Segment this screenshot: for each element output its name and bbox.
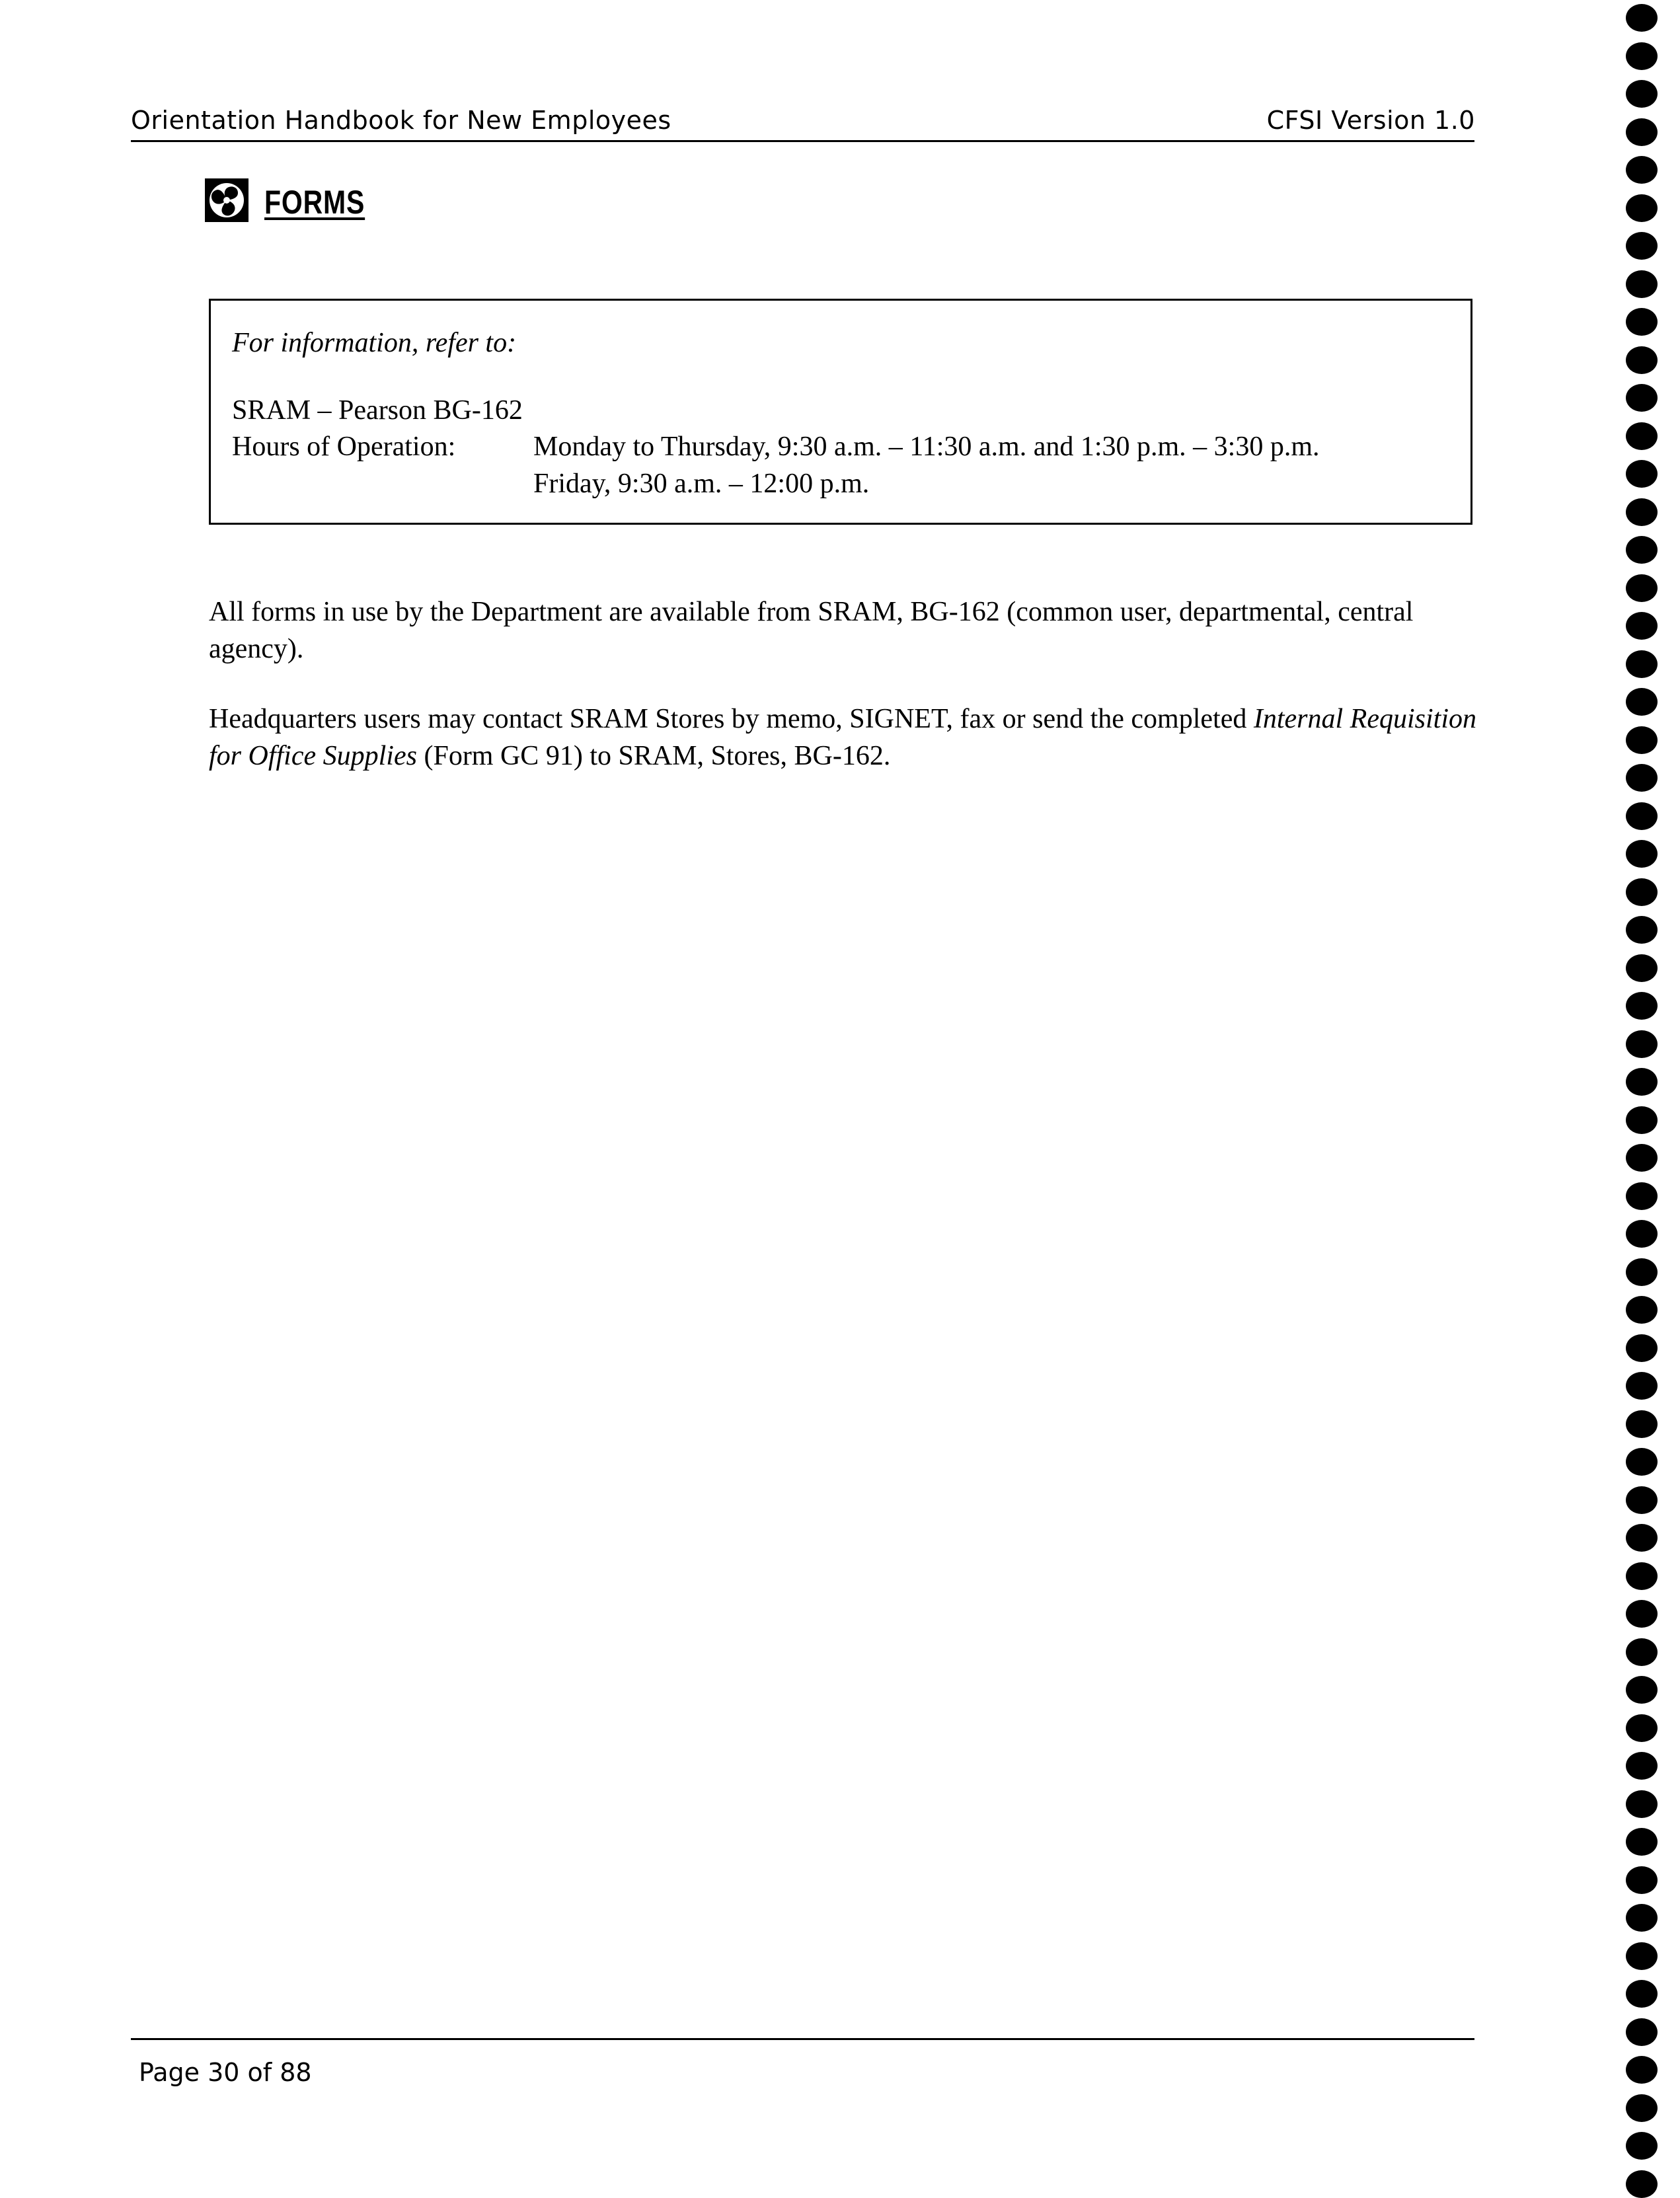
binding-hole bbox=[1626, 878, 1658, 906]
binding-hole bbox=[1626, 536, 1658, 564]
binding-hole bbox=[1626, 726, 1658, 754]
section-heading bbox=[205, 178, 387, 225]
binding-hole bbox=[1626, 42, 1658, 70]
hours-friday: Friday, 9:30 a.m. – 12:00 p.m. bbox=[533, 469, 870, 499]
binding-hole bbox=[1626, 270, 1658, 298]
binding-hole bbox=[1626, 992, 1658, 1020]
binding-hole bbox=[1626, 1144, 1658, 1172]
binding-hole bbox=[1626, 1562, 1658, 1590]
binding-hole bbox=[1626, 916, 1658, 944]
paragraph-forms-availability: All forms in use by the Department are available from SRAM, BG-162 (common user, departmental, central agency). bbox=[209, 597, 1414, 664]
binding-hole bbox=[1626, 1448, 1658, 1476]
form-title: Internal Requisition for Office Supplies bbox=[209, 704, 1476, 771]
binding-hole bbox=[1626, 1182, 1658, 1210]
binding-hole bbox=[1626, 802, 1658, 830]
binding-hole bbox=[1626, 840, 1658, 868]
binding-hole bbox=[1626, 80, 1658, 108]
binding-hole bbox=[1626, 2132, 1658, 2160]
binding-hole bbox=[1626, 118, 1658, 146]
binding-hole bbox=[1626, 1258, 1658, 1286]
footer-rule bbox=[131, 2038, 1474, 2040]
section-title: FORMS bbox=[264, 183, 365, 221]
binding-hole bbox=[1626, 2094, 1658, 2122]
binding-hole bbox=[1626, 1676, 1658, 1704]
binding-hole bbox=[1626, 1486, 1658, 1514]
binding-hole bbox=[1626, 1942, 1658, 1970]
binding-hole bbox=[1626, 1600, 1658, 1628]
binding-hole bbox=[1626, 384, 1658, 412]
binding-hole bbox=[1626, 612, 1658, 640]
binding-hole bbox=[1626, 1410, 1658, 1438]
binding-hole bbox=[1626, 1372, 1658, 1400]
binding-hole bbox=[1626, 1980, 1658, 2008]
binding-hole bbox=[1626, 232, 1658, 260]
binding-hole bbox=[1626, 1524, 1658, 1552]
binding-hole bbox=[1626, 1106, 1658, 1134]
binding-hole bbox=[1626, 1828, 1658, 1856]
binding-hole bbox=[1626, 1752, 1658, 1780]
info-box bbox=[209, 299, 1472, 525]
running-header-title: Orientation Handbook for New Employees bbox=[131, 106, 671, 135]
page-number: Page 30 of 88 bbox=[139, 2058, 312, 2087]
binding-hole bbox=[1626, 1714, 1658, 1742]
binding-hole bbox=[1626, 574, 1658, 602]
binding-hole bbox=[1626, 194, 1658, 222]
binding-hole bbox=[1626, 308, 1658, 336]
binding-hole bbox=[1626, 650, 1658, 678]
binding-hole bbox=[1626, 688, 1658, 716]
binding-hole bbox=[1626, 1220, 1658, 1248]
paragraph-text-start: Headquarters users may contact SRAM Stores by memo, SIGNET, fax or send the completed bbox=[209, 704, 1254, 734]
binding-hole bbox=[1626, 346, 1658, 374]
binding-hole bbox=[1626, 460, 1658, 488]
binding-hole bbox=[1626, 1790, 1658, 1818]
paragraph-text-end: (Form GC 91) to SRAM, Stores, BG-162. bbox=[416, 741, 891, 771]
hours-weekday: Monday to Thursday, 9:30 a.m. – 11:30 a.m. and 1:30 p.m. – 3:30 p.m. bbox=[533, 432, 1320, 462]
binding-hole bbox=[1626, 2056, 1658, 2084]
binding-hole bbox=[1626, 1638, 1658, 1666]
binding-hole bbox=[1626, 4, 1658, 32]
binding-hole bbox=[1626, 954, 1658, 982]
binding-holes bbox=[1626, 0, 1665, 2195]
info-intro: For information, refer to: bbox=[232, 328, 517, 358]
binding-hole bbox=[1626, 156, 1658, 184]
binding-hole bbox=[1626, 1866, 1658, 1894]
binding-hole bbox=[1626, 1030, 1658, 1058]
binding-hole bbox=[1626, 498, 1658, 526]
binding-hole bbox=[1626, 1296, 1658, 1324]
binding-hole bbox=[1626, 422, 1658, 450]
header-rule bbox=[131, 140, 1474, 142]
binding-hole bbox=[1626, 2170, 1658, 2198]
binding-hole bbox=[1626, 2018, 1658, 2046]
paragraph-headquarters bbox=[209, 701, 1478, 775]
running-header-version: CFSI Version 1.0 bbox=[1266, 106, 1475, 135]
hours-label: Hours of Operation: bbox=[232, 432, 456, 462]
binding-hole bbox=[1626, 1068, 1658, 1096]
triskelion-icon bbox=[205, 178, 248, 225]
binding-hole bbox=[1626, 1904, 1658, 1932]
binding-hole bbox=[1626, 764, 1658, 792]
info-location: SRAM – Pearson BG-162 bbox=[232, 395, 523, 426]
binding-hole bbox=[1626, 1334, 1658, 1362]
